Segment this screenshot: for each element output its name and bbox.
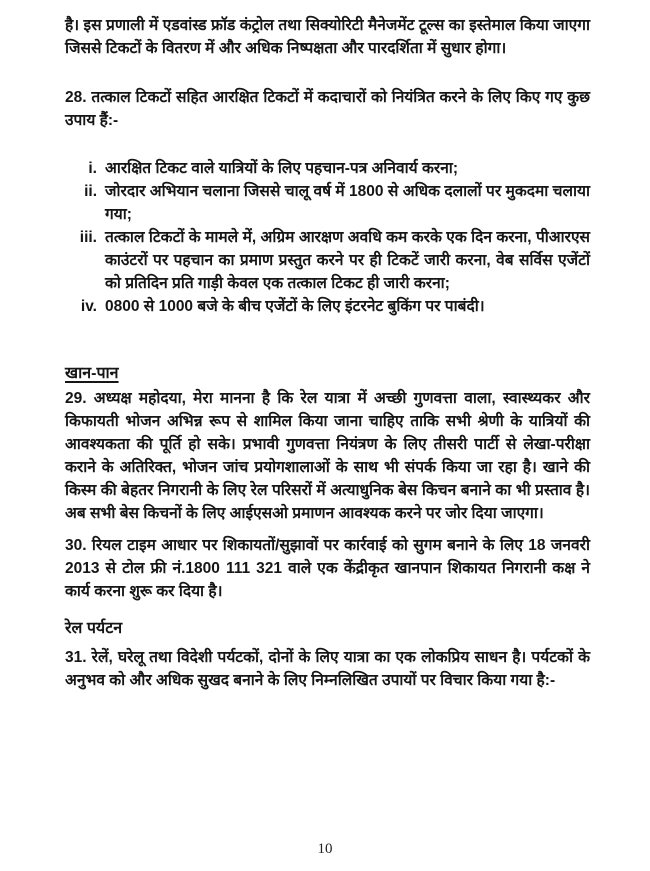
- measures-list: [65, 157, 590, 318]
- paragraph-31: 31. रेलें, घरेलू तथा विदेशी पर्यटकों, दोनों के लिए यात्रा का एक लोकप्रिय साधन है। पर्यटकों के अनुभव को और अधिक सुखद बनाने के लिए निम्नलिखित उपायों पर विचार किया गया है:-: [65, 649, 590, 689]
- list-item-text: 0800 से 1000 बजे के बीच एजेंटों के लिए इंटरनेट बुकिंग पर पाबंदी।: [105, 298, 485, 315]
- list-marker: iv.: [80, 298, 97, 315]
- list-item-text: जोरदार अभियान चलाना जिससे चालू वर्ष में 1800 से अधिक दलालों पर मुकदमा चलाया गया;: [105, 183, 590, 223]
- paragraph-30: 30. रियल टाइम आधार पर शिकायतों/सुझावों पर कार्रवाई को सुगम बनाने के लिए 18 जनवरी 2013 से टोल फ्री नं.1800 111 321 वाले एक केंद्रीकृत खानपान शिकायत निगरानी कक्ष ने कार्य करना शुरू कर दिया है।: [65, 537, 590, 600]
- list-item-text: आरक्षित टिकट वाले यात्रियों के लिए पहचान-पत्र अनिवार्य करना;: [105, 160, 458, 177]
- paragraph-29: 29. अध्यक्ष महोदया, मेरा मानना है कि रेल यात्रा में अच्छी गुणवत्ता वाला, स्वास्थ्यकर और किफायती भोजन अभिन्न रूप से शामिल किया जाना चाहिए ताकि सभी श्रेणी के यात्रियों की आवश्यकता की पूर्ति हो सके। प्रभावी गुणवत्ता नियंत्रण के लिए तीसरी पार्टी से लेखा-परीक्षा कराने के अतिरिक्त, भोजन जांच प्रयोगशालाओं के साथ भी संपर्क किया जा रहा है। खाने की किस्म की बेहतर निगरानी के लिए रेल परिसरों में अत्याधुनिक बेस किचन बनाने का भी प्रस्ताव है। अब सभी बेस किचनों के लिए आईएसओ प्रमाणन आवश्यक करने पर जोर दिया जाएगा।: [65, 390, 590, 522]
- list-item: [65, 295, 590, 318]
- list-marker: iii.: [79, 229, 97, 246]
- heading-catering-text: खान-पान: [65, 365, 119, 382]
- list-item: [65, 226, 590, 295]
- list-marker: i.: [88, 160, 97, 177]
- heading-rail-tourism: रेल पर्यटन: [65, 620, 123, 637]
- list-item-text: तत्काल टिकटों के मामले में, अग्रिम आरक्षण अवधि कम करके एक दिन करना, पीआरएस काउंटरों पर पहचान का प्रमाण प्रस्तुत करने पर ही टिकटें जारी करना, वेब सर्विस एजेंटों को प्रतिदिन प्रति गाड़ी केवल एक तत्काल टिकट ही जारी करना;: [105, 229, 590, 292]
- page-number: 10: [317, 841, 333, 857]
- paragraph-28: 28. तत्काल टिकटों सहित आरक्षित टिकटों में कदाचारों को नियंत्रित करने के लिए किए गए कुछ उपाय हैं:-: [65, 89, 590, 129]
- paragraph-intro-continuation: है। इस प्रणाली में एडवांस्ड फ्रॉड कंट्रोल तथा सिक्योरिटी मैनेजमेंट टूल्स का इस्तेमाल किया जाएगा जिससे टिकटों के वितरण में और अधिक निष्पक्षता और पारदर्शिता में सुधार होगा।: [65, 17, 590, 57]
- heading-catering: [65, 362, 590, 385]
- document-content: [65, 14, 590, 692]
- list-item: [65, 180, 590, 226]
- list-item: [65, 157, 590, 180]
- list-marker: ii.: [84, 183, 97, 200]
